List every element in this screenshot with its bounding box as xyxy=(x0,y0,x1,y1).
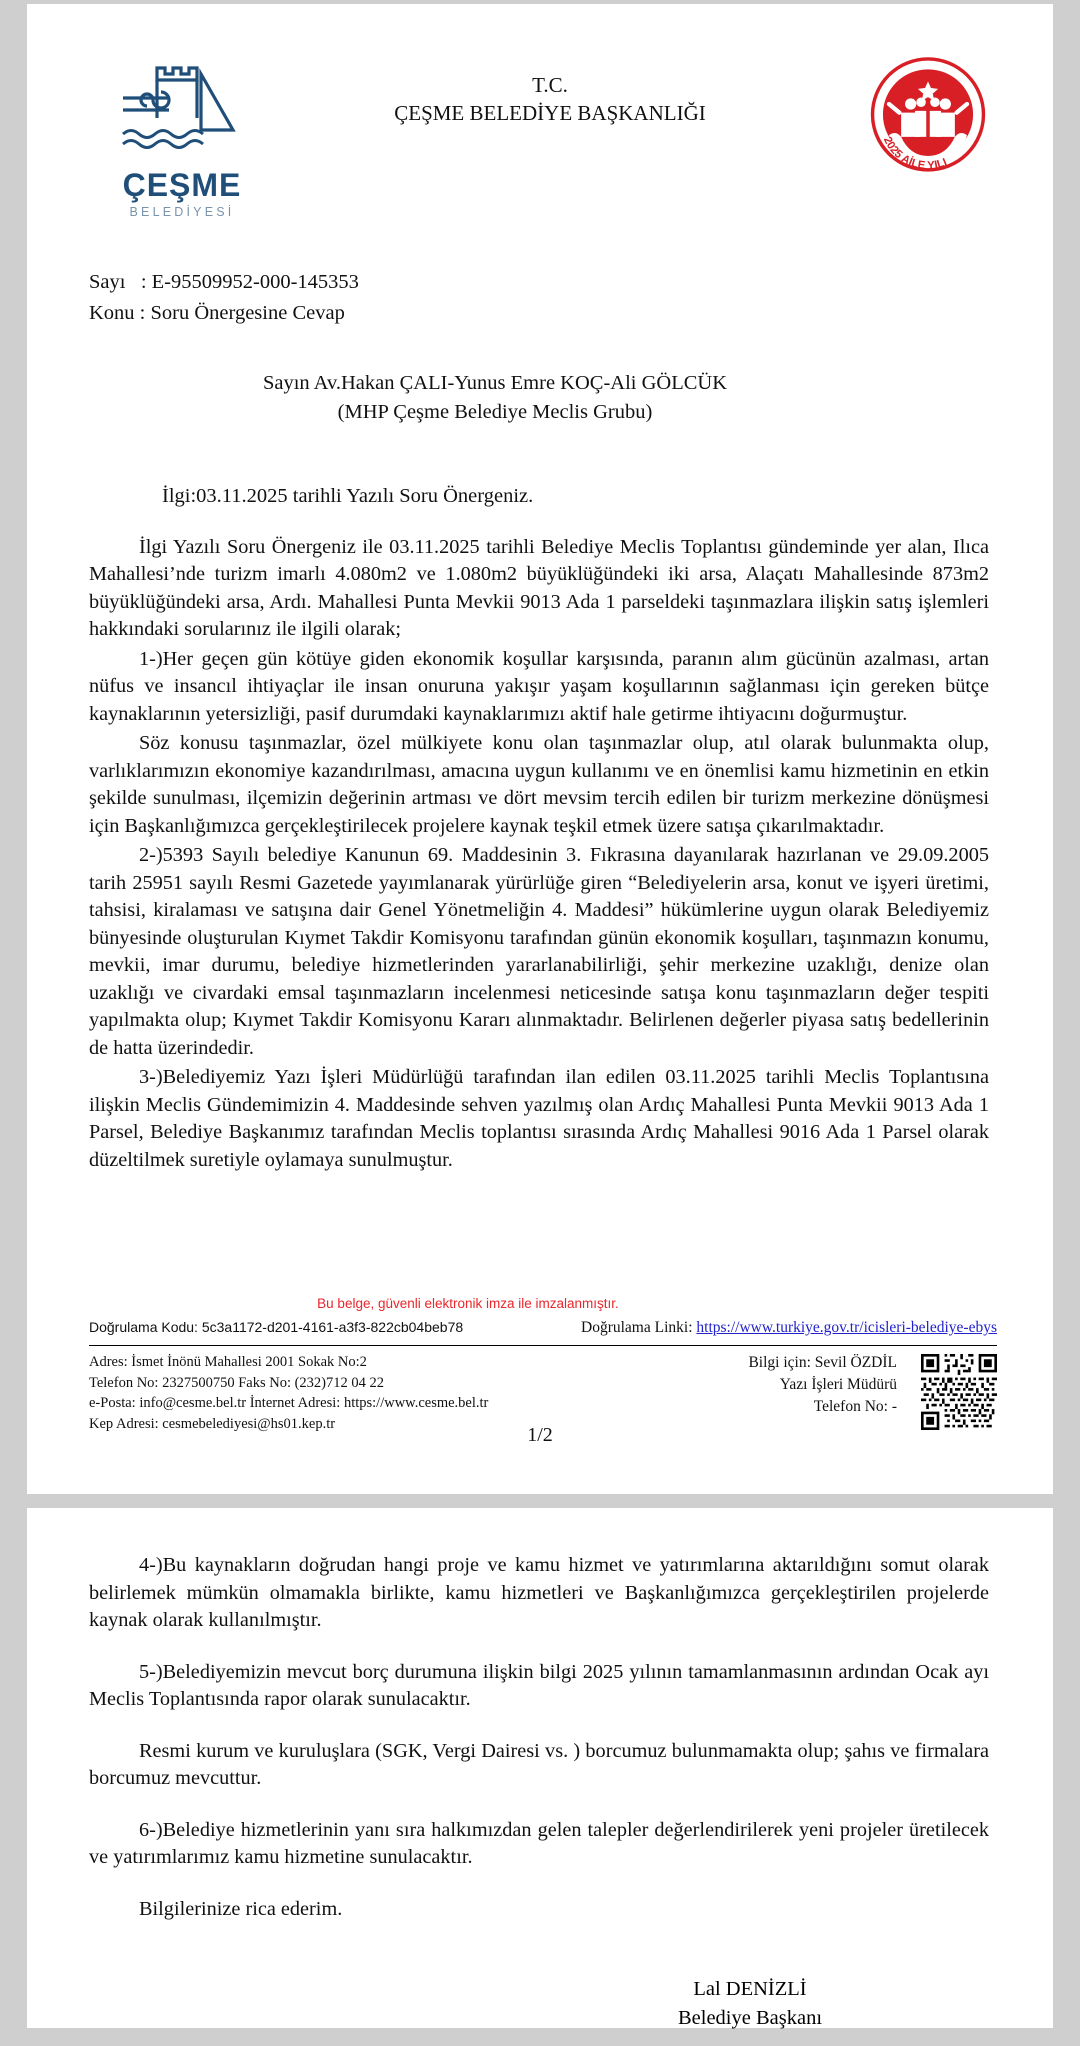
address-line: Adres: İsmet İnönü Mahallesi 2001 Sokak No:2 xyxy=(89,1354,367,1370)
contact-line: Bilgi için: Sevil ÖZDİL xyxy=(748,1354,897,1371)
body-paragraph: 5-)Belediyemizin mevcut borç durumuna ilişkin bilgi 2025 yılının tamamlanmasının ardından Ocak ayı Meclis Toplantısında rapor olarak sunulacaktır. xyxy=(89,1660,989,1710)
verification-code-label: Doğrulama Kodu: xyxy=(89,1319,198,1335)
document-body xyxy=(27,508,1053,1175)
body-paragraph: 6-)Belediye hizmetlerinin yanı sıra halkımızdan gelen talepler değerlendirilerek yeni projeler üretilecek ve yatırımlarımız kamu hizmetine sunulacaktır. xyxy=(89,1818,989,1868)
cesme-logo-subtitle: BELEDİYESİ xyxy=(129,205,235,219)
page-number: 1/2 xyxy=(527,1424,553,1446)
aile-yili-emblem-icon xyxy=(863,52,993,182)
body-paragraph: İlgi Yazılı Soru Önergeniz ile 03.11.2025 tarihli Belediye Meclis Toplantısı gündeminde yer alan, Ilıca Mahallesi’nde turizm imarlı 4.080m2 ve 1.080m2 büyüklüğündeki iki arsa, Alaçatı Mahallesinde 873m2 büyüklüğündeki arsa, Ardı. Mahallesi Punta Mevkii 9013 Ada 1 parseldeki taşınmazlara ilişkin satış işlemleri hakkındaki sorularınız ile ilgili olarak; xyxy=(89,535,989,641)
footer-contact-and-qr xyxy=(748,1352,997,1434)
letterhead-title xyxy=(277,52,823,127)
footer-address xyxy=(89,1352,488,1434)
document-meta xyxy=(27,219,1053,329)
signature-block xyxy=(27,1975,1053,2032)
svg-text:2025 AİLE YILI: 2025 AİLE YILI xyxy=(880,135,949,173)
verification-code-value: 5c3a1172-d201-4161-a3f3-822cb04beb78 xyxy=(201,1319,464,1335)
address-line: e-Posta: info@cesme.bel.tr İnternet Adresi: https://www.cesme.bel.tr xyxy=(89,1395,489,1412)
letterhead xyxy=(27,4,1053,219)
signatory-name: Lal DENİZLİ xyxy=(693,1978,807,2000)
body-paragraph: Resmi kurum ve kuruluşlara (SGK, Vergi Dairesi vs. ) borcumuz bulunmamakta olup; şahıs ve firmalara borcumuz mevcuttur. xyxy=(89,1739,989,1789)
footer-contact xyxy=(748,1352,911,1418)
body-paragraph: 3-)Belediyemiz Yazı İşleri Müdürlüğü tarafından ilan edilen 03.11.2025 tarihli Meclis Toplantısına ilişkin Meclis Gündemimizin 4. Maddesinde sehven yazılmış olan Ardıç Mahallesi Punta Mevkii 9013 Ada 1 Parsel, Belediye Başkanımız tarafından Meclis toplantısı sırasında Ardıç Mahallesi 9016 Ada 1 Parsel olarak düzeltilmek suretiyle oylamaya sunulmuştur. xyxy=(89,1066,989,1171)
qr-code-icon xyxy=(921,1354,997,1430)
electronic-signature-block xyxy=(89,1296,997,1434)
meta-sayi: Sayı : E-95509952-000-145353 xyxy=(89,271,359,293)
recipient-line-1: Sayın Av.Hakan ÇALI-Yunus Emre KOÇ-Ali GÖLCÜK xyxy=(262,371,728,394)
document-page-2 xyxy=(27,1508,1053,2028)
cesme-castle-icon xyxy=(105,52,255,169)
signatory-title: Belediye Başkanı xyxy=(677,2006,823,2029)
body-paragraph: 4-)Bu kaynakların doğrudan hangi proje ve kamu hizmet ve yatırımlarına aktarıldığını somut olarak belirlemek mümkün olmamakla birlikte, kamu hizmetleri ve Başkanlığımızca gerçekleştirilen projelerde kaynak olarak kullanılmıştır. xyxy=(89,1554,989,1631)
aile-yili-logo xyxy=(823,52,993,182)
contact-line: Yazı İşleri Müdürü xyxy=(779,1376,897,1393)
body-paragraph: Söz konusu taşınmazlar, özel mülkiyete konu olan taşınmazlar olup, atıl olarak bulunmakta olup, varlıklarımızın ekonomiye kazandırılması, amacına uygun kullanımı ve en önemlisi kamu hizmetinin en etkin şekilde sunulması, ilçemizin değerinin artması ve dört mevsim tercih edilen bir turizm merkezine dönüşmesi için Başkanlığımızca gerçekleştirilecek projelere kaynak teşkil etmek üzere satışa çıkarılmaktadır. xyxy=(89,732,989,837)
meta-konu: Konu : Soru Önergesine Cevap xyxy=(89,301,345,324)
recipient-line-2: (MHP Çeşme Belediye Meclis Grubu) xyxy=(337,400,653,423)
verification-code xyxy=(89,1319,463,1335)
cesme-logo-wordmark: ÇEŞME xyxy=(122,167,242,203)
esign-codes xyxy=(89,1319,997,1337)
document-page-1 xyxy=(27,4,1053,1494)
letterhead-line-institution: ÇEŞME BELEDİYE BAŞKANLIĞI xyxy=(394,100,706,125)
body-paragraph: 2-)5393 Sayılı belediye Kanunun 69. Maddesinin 3. Fıkrasına dayanılarak hazırlanan ve 29.09.2005 tarih 25951 sayılı Resmi Gazetede yayımlanarak yürürlüğe giren “Belediyelerin arsa, konut ve işyeri üretimi, tahsisi, kiralaması ve satışına dair Genel Yönetmeliğin 4. Maddesi” hükümlerine uygun olarak Belediyemiz bünyesinde oluşturulan Kıymet Takdir Komisyonu tarafından günün ekonomik koşulları, taşınmazın konumu, mevkii, imar durumu, belediye hizmetlerinden yararlanabilirliği, şehir merkezine uzaklığı, denize olan uzaklığı ve civardaki emsal taşınmazların incelenmesi neticesinde satışa konu taşınmazların değer tespiti yapılmakta olup; Kıymet Takdir Komisyonu Kararı alınmaktadır. Belirlenen değerler piyasa satış bedellerinin de hatta üzerindedir. xyxy=(89,844,989,1059)
verification-link-wrap xyxy=(581,1319,997,1337)
recipient-block xyxy=(27,369,1053,427)
contact-line: Telefon No: - xyxy=(813,1398,897,1415)
reference-line: İlgi:03.11.2025 tarihli Yazılı Soru Önergeniz. xyxy=(162,484,534,507)
verification-link[interactable]: https://www.turkiye.gov.tr/icisleri-belediye-ebys xyxy=(696,1319,997,1336)
esign-notice: Bu belge, güvenli elektronik imza ile imzalanmıştır. xyxy=(317,1296,619,1311)
body-paragraph: Bilgilerinize rica ederim. xyxy=(139,1897,343,1920)
cesme-belediyesi-logo xyxy=(87,52,277,219)
address-line: Kep Adresi: cesmebelediyesi@hs01.kep.tr xyxy=(89,1415,336,1432)
letterhead-line-tc: T.C. xyxy=(532,73,568,97)
body-paragraph: 1-)Her geçen gün kötüye giden ekonomik koşullar karşısında, paranın alım gücünün azalması, artan nüfus ve insancıl ihtiyaçlar ile insan onuruna yakışır yaşam koşullarının sağlanması için gereken bütçe kaynaklarının yetersizliği, pasif durumdaki kaynaklarımızı aktif hale getirme ihtiyacını doğurmuştur. xyxy=(89,647,989,725)
verification-link-label: Doğrulama Linki: xyxy=(581,1319,693,1336)
footer-columns xyxy=(89,1346,997,1434)
document-body-page2 xyxy=(27,1508,1053,1923)
address-line: Telefon No: 2327500750 Faks No: (232)712 04 22 xyxy=(89,1374,384,1391)
